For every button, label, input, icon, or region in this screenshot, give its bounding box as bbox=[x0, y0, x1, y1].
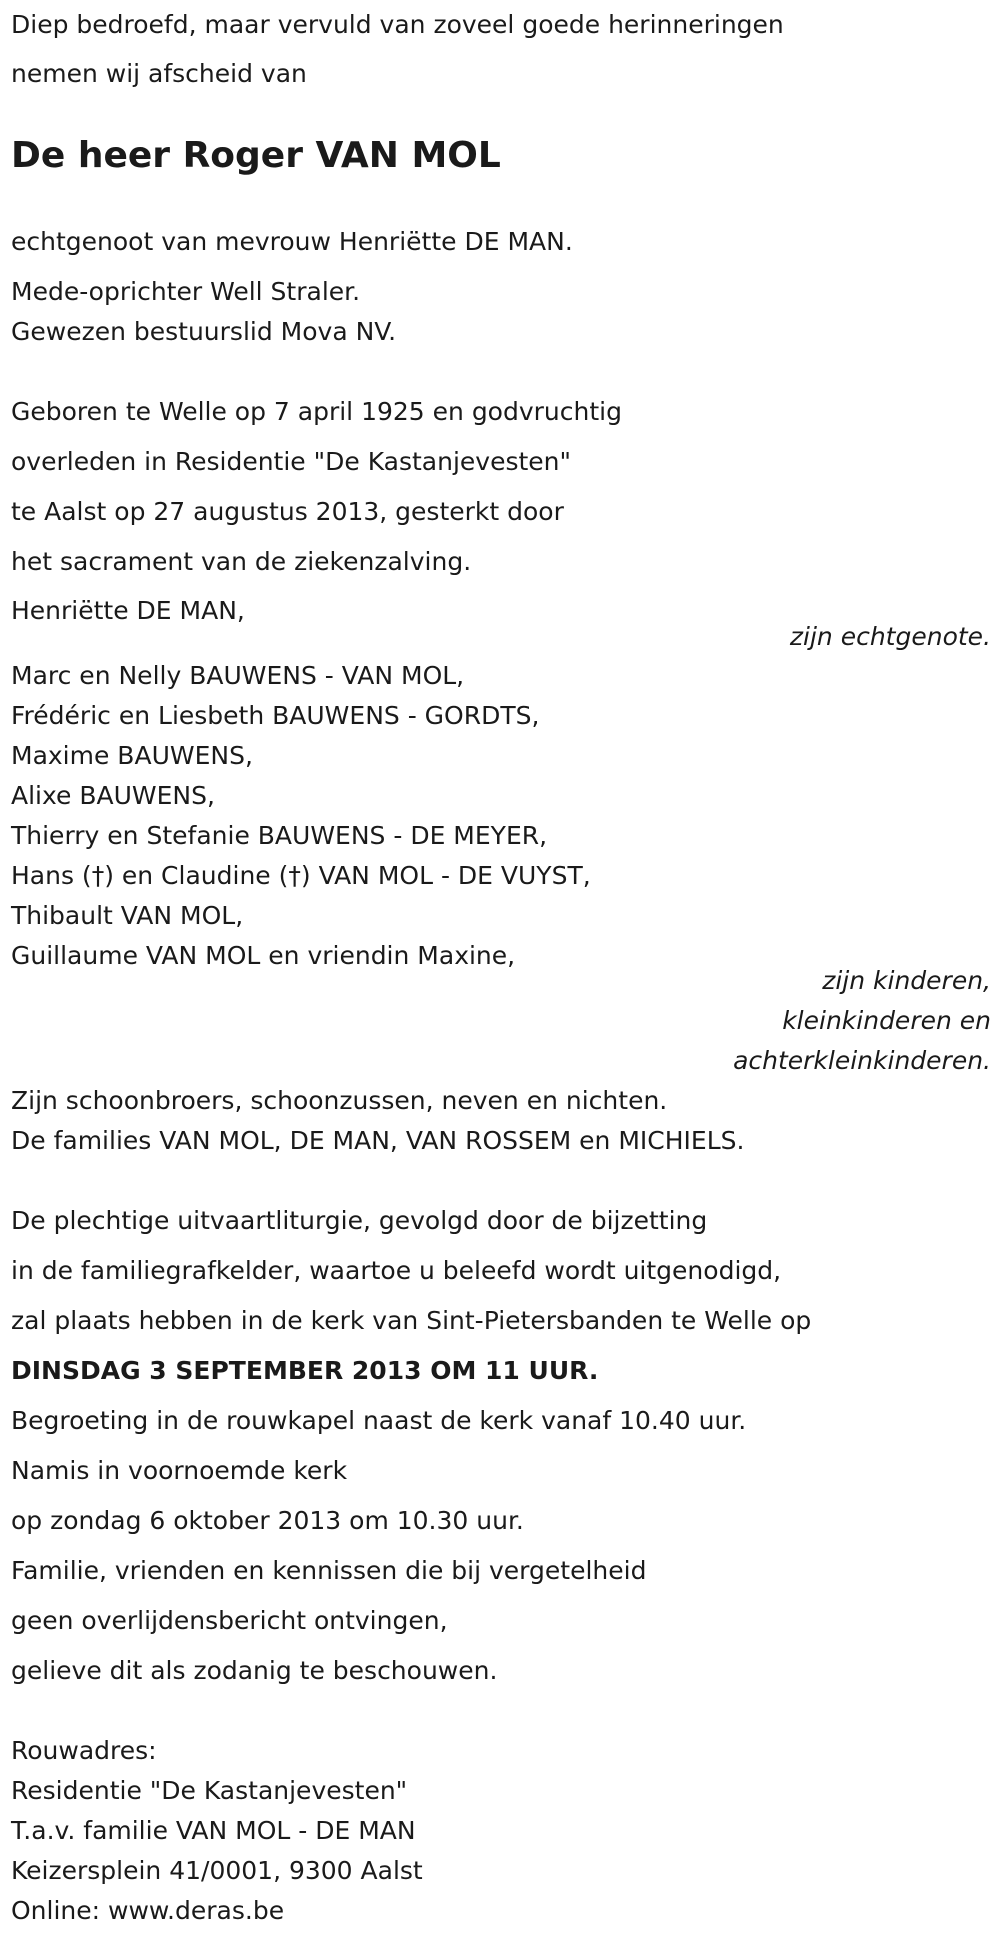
child-line-4: Alixe BAUWENS, bbox=[11, 781, 215, 810]
relatives-line-2: De families VAN MOL, DE MAN, VAN ROSSEM en MICHIELS. bbox=[11, 1126, 745, 1155]
child-line-5: Thierry en Stefanie BAUWENS - DE MEYER, bbox=[11, 821, 548, 850]
deceased-name: De heer Roger VAN MOL bbox=[11, 135, 501, 176]
funeral-line-1: De plechtige uitvaartliturgie, gevolgd door de bijzetting bbox=[11, 1206, 708, 1235]
spouse-relation: zijn echtgenote. bbox=[789, 622, 991, 651]
relatives-line-1: Zijn schoonbroers, schoonzussen, neven en nichten. bbox=[11, 1086, 668, 1115]
details-line-4: Familie, vrienden en kennissen die bij vergetelheid bbox=[11, 1556, 647, 1585]
birth-death-line-2: overleden in Residentie "De Kastanjevesten" bbox=[11, 447, 572, 476]
role-line-2: Mede-oprichter Well Straler. bbox=[11, 277, 361, 306]
role-line-1: echtgenoot van mevrouw Henriëtte DE MAN. bbox=[11, 227, 573, 256]
address-line-3: T.a.v. familie VAN MOL - DE MAN bbox=[11, 1816, 416, 1845]
birth-death-line-4: het sacrament van de ziekenzalving. bbox=[11, 547, 472, 576]
child-line-2: Frédéric en Liesbeth BAUWENS - GORDTS, bbox=[11, 701, 540, 730]
birth-death-line-3: te Aalst op 27 augustus 2013, gesterkt door bbox=[11, 497, 564, 526]
intro-line-1: Diep bedroefd, maar vervuld van zoveel goede herinneringen bbox=[11, 10, 784, 39]
children-relation-line-1: zijn kinderen, bbox=[822, 966, 991, 995]
details-line-1: Begroeting in de rouwkapel naast de kerk vanaf 10.40 uur. bbox=[11, 1406, 747, 1435]
details-line-6: gelieve dit als zodanig te beschouwen. bbox=[11, 1656, 498, 1685]
children-relation-line-3: achterkleinkinderen. bbox=[733, 1046, 991, 1075]
details-line-5: geen overlijdensbericht ontvingen, bbox=[11, 1606, 448, 1635]
address-line-4: Keizersplein 41/0001, 9300 Aalst bbox=[11, 1856, 423, 1885]
children-relation-line-2: kleinkinderen en bbox=[782, 1006, 991, 1035]
birth-death-line-1: Geboren te Welle op 7 april 1925 en godvruchtig bbox=[11, 397, 622, 426]
child-line-6: Hans (†) en Claudine (†) VAN MOL - DE VUYST, bbox=[11, 861, 591, 890]
address-line-5: Online: www.deras.be bbox=[11, 1896, 285, 1925]
spouse-name: Henriëtte DE MAN, bbox=[11, 596, 245, 625]
details-line-3: op zondag 6 oktober 2013 om 10.30 uur. bbox=[11, 1506, 524, 1535]
child-line-7: Thibault VAN MOL, bbox=[11, 901, 244, 930]
role-line-3: Gewezen bestuurslid Mova NV. bbox=[11, 317, 397, 346]
intro-line-2: nemen wij afscheid van bbox=[11, 59, 307, 88]
funeral-line-2: in de familiegrafkelder, waartoe u beleefd wordt uitgenodigd, bbox=[11, 1256, 782, 1285]
funeral-line-3: zal plaats hebben in de kerk van Sint-Pietersbanden te Welle op bbox=[11, 1306, 812, 1335]
child-line-1: Marc en Nelly BAUWENS - VAN MOL, bbox=[11, 661, 465, 690]
address-line-2: Residentie "De Kastanjevesten" bbox=[11, 1776, 408, 1805]
obituary-document bbox=[11, 0, 991, 1934]
child-line-3: Maxime BAUWENS, bbox=[11, 741, 253, 770]
child-line-8: Guillaume VAN MOL en vriendin Maxine, bbox=[11, 941, 516, 970]
funeral-date: DINSDAG 3 SEPTEMBER 2013 OM 11 UUR. bbox=[11, 1356, 599, 1385]
details-line-2: Namis in voornoemde kerk bbox=[11, 1456, 348, 1485]
address-line-1: Rouwadres: bbox=[11, 1736, 157, 1765]
